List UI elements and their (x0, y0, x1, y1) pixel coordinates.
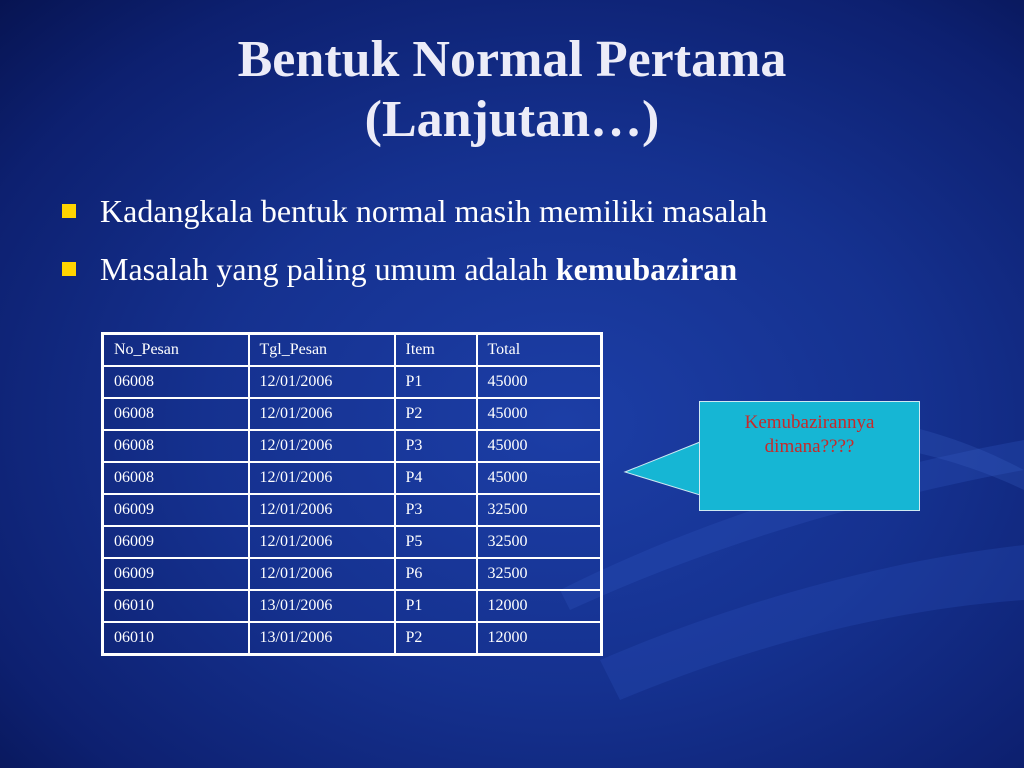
table-cell: 06009 (103, 526, 249, 558)
table-cell: P2 (395, 622, 477, 655)
table-cell: 32500 (477, 558, 602, 590)
table-cell: 13/01/2006 (249, 590, 395, 622)
table-cell: 12/01/2006 (249, 398, 395, 430)
column-header: Item (395, 334, 477, 367)
table-cell: 12/01/2006 (249, 366, 395, 398)
table-cell: 12/01/2006 (249, 526, 395, 558)
table-cell: 32500 (477, 494, 602, 526)
bullet-text: Masalah yang paling umum adalah kemubaziran (100, 251, 738, 287)
table-cell: P6 (395, 558, 477, 590)
table-cell: 12000 (477, 622, 602, 655)
table-cell: 45000 (477, 462, 602, 494)
bullet-text: Kadangkala bentuk normal masih memiliki masalah (100, 193, 768, 229)
table-cell: 45000 (477, 430, 602, 462)
table-cell: 12/01/2006 (249, 494, 395, 526)
title-line-1: Bentuk Normal Pertama (237, 31, 787, 88)
table-cell: 06008 (103, 366, 249, 398)
table-row (103, 494, 602, 526)
table-cell: P1 (395, 590, 477, 622)
table-header-row (103, 334, 602, 367)
table-cell: 06010 (103, 622, 249, 655)
callout-pointer (620, 440, 705, 500)
table-cell: 13/01/2006 (249, 622, 395, 655)
callout-text-line-2: dimana???? (764, 436, 855, 457)
table-cell: 12/01/2006 (249, 462, 395, 494)
table-cell: 32500 (477, 526, 602, 558)
column-header: Total (477, 334, 602, 367)
bold-term: kemubaziran (555, 251, 738, 287)
table-row (103, 622, 602, 655)
table-cell: 12000 (477, 590, 602, 622)
bullet-item (62, 248, 962, 306)
column-header: No_Pesan (103, 334, 249, 367)
table-cell: P3 (395, 430, 477, 462)
table-cell: P4 (395, 462, 477, 494)
table-cell: 12/01/2006 (249, 558, 395, 590)
table-cell: P2 (395, 398, 477, 430)
slide-title (0, 30, 1024, 150)
table-cell: 06009 (103, 494, 249, 526)
table-row (103, 462, 602, 494)
table-cell: 12/01/2006 (249, 430, 395, 462)
square-bullet-icon (62, 262, 76, 276)
table-cell: P1 (395, 366, 477, 398)
table-cell: 45000 (477, 398, 602, 430)
callout-box (699, 401, 920, 511)
table-cell: 06009 (103, 558, 249, 590)
table-row (103, 398, 602, 430)
table-cell: 06008 (103, 430, 249, 462)
orders-table (101, 332, 603, 656)
table-row (103, 590, 602, 622)
table-cell: P5 (395, 526, 477, 558)
table-cell: 06008 (103, 398, 249, 430)
table-row (103, 366, 602, 398)
column-header: Tgl_Pesan (249, 334, 395, 367)
table-cell: P3 (395, 494, 477, 526)
table-row (103, 526, 602, 558)
square-bullet-icon (62, 204, 76, 218)
table-row (103, 558, 602, 590)
title-line-2: (Lanjutan…) (364, 91, 660, 148)
table-cell: 06010 (103, 590, 249, 622)
table-cell: 45000 (477, 366, 602, 398)
table-row (103, 430, 602, 462)
callout-text-line-1: Kemubazirannya (744, 412, 875, 433)
bullet-list (62, 190, 962, 306)
bullet-item (62, 190, 962, 248)
table-cell: 06008 (103, 462, 249, 494)
